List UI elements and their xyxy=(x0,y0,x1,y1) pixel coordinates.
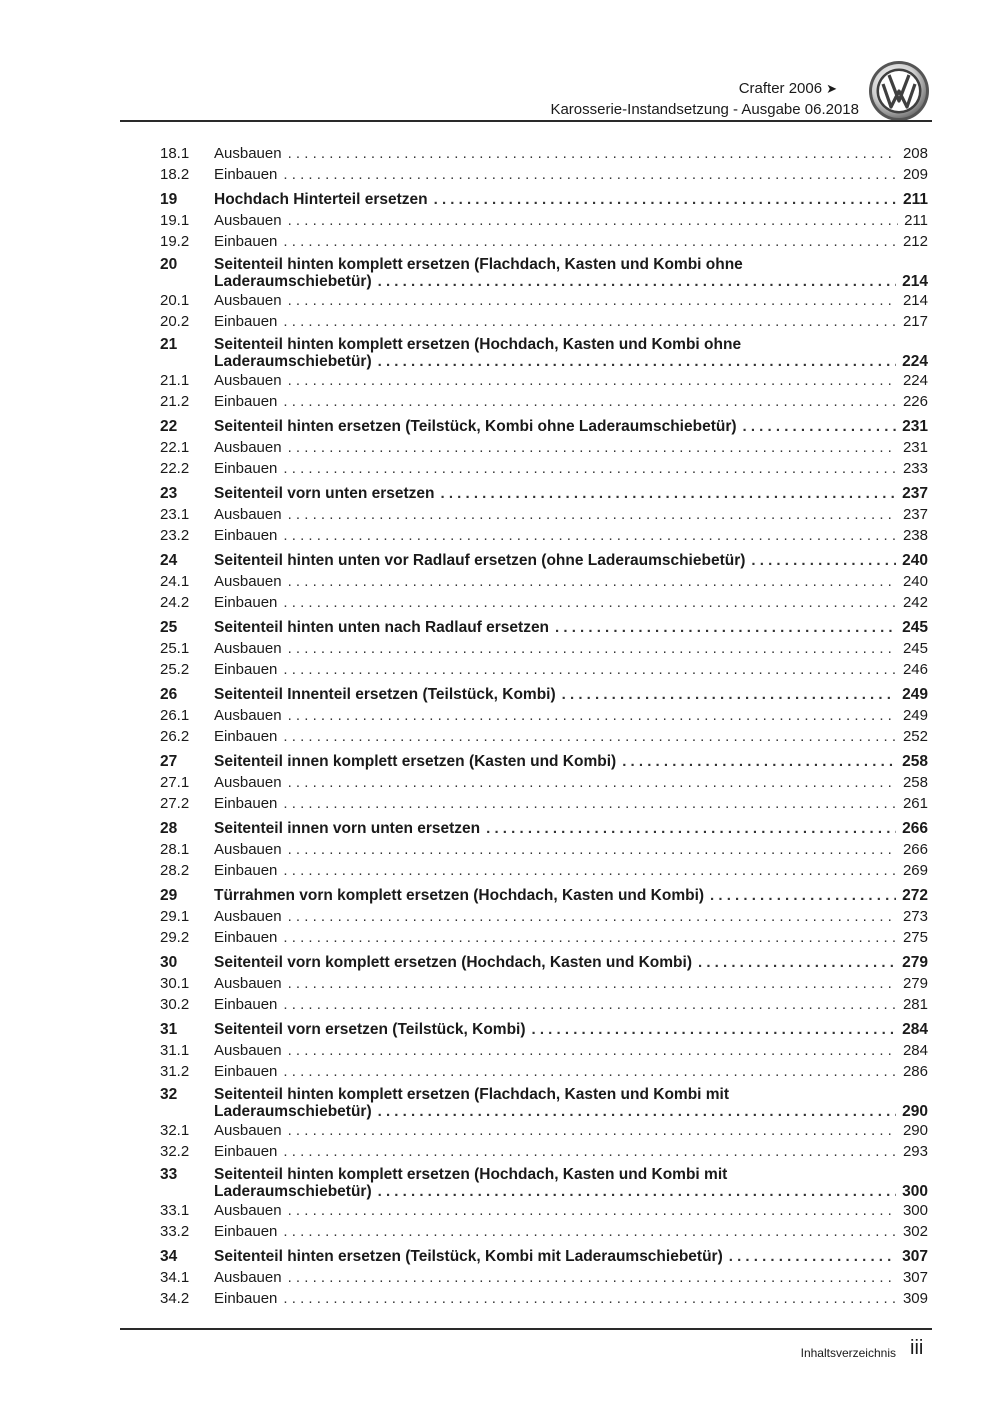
toc-number: 25.2 xyxy=(160,661,190,678)
toc-title: Einbauen xyxy=(214,728,278,745)
toc-leader-dots xyxy=(562,684,896,705)
toc-number: 31 xyxy=(160,1021,178,1038)
toc-page-number: 237 xyxy=(902,485,928,502)
toc-page-number: 212 xyxy=(902,233,928,250)
toc-entry[interactable] xyxy=(160,1200,928,1221)
toc-entry[interactable] xyxy=(160,1288,928,1309)
toc-title: Einbauen xyxy=(214,166,278,183)
toc-chapter[interactable] xyxy=(160,1246,928,1267)
toc-entry[interactable] xyxy=(160,391,928,412)
toc-number: 25.1 xyxy=(160,640,190,657)
toc-leader-dots xyxy=(729,1246,896,1267)
toc-title: Ausbauen xyxy=(214,841,282,858)
header-model xyxy=(739,80,837,98)
toc-title: Seitenteil hinten komplett ersetzen (Hochdach, Kasten und Kombi mit xyxy=(214,1166,728,1183)
toc-number: 34.1 xyxy=(160,1269,190,1286)
toc-title: Ausbauen xyxy=(214,439,282,456)
toc-title: Ausbauen xyxy=(214,372,282,389)
toc-page-number: 284 xyxy=(902,1021,928,1038)
toc-title: Ausbauen xyxy=(214,1269,282,1286)
toc-title: Einbauen xyxy=(214,393,278,410)
toc-page-number: 266 xyxy=(902,820,928,837)
toc-number: 23.2 xyxy=(160,527,190,544)
toc-title: Seitenteil hinten unten vor Radlauf ersetzen (ohne Laderaumschiebetür) xyxy=(214,552,746,569)
toc-number: 26 xyxy=(160,686,178,703)
toc-leader-dots xyxy=(288,772,897,793)
footer-section: Inhaltsverzeichnis xyxy=(800,1346,896,1360)
footer-page-number: iii xyxy=(910,1337,924,1359)
toc-entry[interactable] xyxy=(160,772,928,793)
toc-leader-dots xyxy=(283,726,897,747)
toc-page-number: 242 xyxy=(902,594,928,611)
toc-entry[interactable] xyxy=(160,143,928,164)
toc-leader-dots xyxy=(288,1040,897,1061)
toc-leader-dots xyxy=(283,458,897,479)
toc-number: 24.2 xyxy=(160,594,190,611)
toc-title: Einbauen xyxy=(214,460,278,477)
toc-title: Seitenteil hinten komplett ersetzen (Flachdach, Kasten und Kombi ohne xyxy=(214,256,743,273)
toc-chapter[interactable] xyxy=(160,1086,928,1120)
toc-entry[interactable] xyxy=(160,164,928,185)
footer-rule xyxy=(120,1328,932,1330)
toc-entry[interactable] xyxy=(160,705,928,726)
toc-title: Einbauen xyxy=(214,862,278,879)
toc-page-number: 214 xyxy=(902,292,928,309)
toc-leader-dots xyxy=(288,839,897,860)
toc-title: Ausbauen xyxy=(214,640,282,657)
toc-leader-dots xyxy=(378,353,896,370)
toc-entry[interactable] xyxy=(160,290,928,311)
header-rule xyxy=(120,120,932,122)
toc-page-number: 290 xyxy=(902,1122,928,1139)
toc-number: 31.2 xyxy=(160,1063,190,1080)
toc-title-continued: Laderaumschiebetür) xyxy=(214,273,372,290)
toc-entry[interactable] xyxy=(160,231,928,252)
toc-leader-dots xyxy=(555,617,896,638)
toc-chapter[interactable] xyxy=(160,885,928,906)
toc-number: 22.1 xyxy=(160,439,190,456)
toc-page-number: 261 xyxy=(902,795,928,812)
toc-chapter[interactable] xyxy=(160,189,928,210)
toc-leader-dots xyxy=(283,1061,897,1082)
toc-page-number: 290 xyxy=(902,1103,928,1120)
toc-entry[interactable] xyxy=(160,860,928,881)
toc-leader-dots xyxy=(288,1200,897,1221)
toc-entry[interactable] xyxy=(160,437,928,458)
toc-title: Ausbauen xyxy=(214,774,282,791)
toc-title: Ausbauen xyxy=(214,707,282,724)
toc-title: Einbauen xyxy=(214,527,278,544)
toc-chapter[interactable] xyxy=(160,684,928,705)
toc-leader-dots xyxy=(288,370,897,391)
toc-page-number: 252 xyxy=(902,728,928,745)
toc-page-number: 231 xyxy=(902,418,928,435)
toc-entry[interactable] xyxy=(160,659,928,680)
toc-number: 31.1 xyxy=(160,1042,190,1059)
toc-leader-dots xyxy=(283,793,897,814)
toc-leader-dots xyxy=(486,818,896,839)
toc-number: 25 xyxy=(160,619,178,636)
toc-chapter[interactable] xyxy=(160,1019,928,1040)
toc-title: Seitenteil hinten ersetzen (Teilstück, Kombi ohne Laderaumschiebetür) xyxy=(214,418,737,435)
toc-title: Seitenteil hinten komplett ersetzen (Hochdach, Kasten und Kombi ohne xyxy=(214,336,742,353)
toc-chapter[interactable] xyxy=(160,1166,928,1200)
toc-page-number: 224 xyxy=(902,372,928,389)
toc-leader-dots xyxy=(743,416,897,437)
toc-leader-dots xyxy=(288,290,897,311)
toc-chapter[interactable] xyxy=(160,336,928,370)
toc-number: 18.1 xyxy=(160,145,190,162)
toc-page-number: 281 xyxy=(902,996,928,1013)
toc-title: Seitenteil innen vorn unten ersetzen xyxy=(214,820,481,837)
toc-chapter[interactable] xyxy=(160,550,928,571)
toc-leader-dots xyxy=(441,483,897,504)
toc-number: 22 xyxy=(160,418,178,435)
toc-entry[interactable] xyxy=(160,370,928,391)
toc-leader-dots xyxy=(283,860,897,881)
toc-number: 30.2 xyxy=(160,996,190,1013)
toc-title-continued: Laderaumschiebetür) xyxy=(214,1103,372,1120)
toc-leader-dots xyxy=(378,1183,896,1200)
toc-page-number: 214 xyxy=(902,273,928,290)
toc-title: Seitenteil innen komplett ersetzen (Kasten und Kombi) xyxy=(214,753,617,770)
toc-number: 24 xyxy=(160,552,178,569)
vw-logo-icon xyxy=(868,60,930,122)
toc-page-number: 286 xyxy=(902,1063,928,1080)
toc-chapter[interactable] xyxy=(160,751,928,772)
toc-entry[interactable] xyxy=(160,1040,928,1061)
toc-title: Ausbauen xyxy=(214,908,282,925)
toc-number: 30 xyxy=(160,954,178,971)
toc-page-number: 307 xyxy=(902,1248,928,1265)
toc-number: 21.1 xyxy=(160,372,190,389)
toc-number: 26.2 xyxy=(160,728,190,745)
toc-chapter[interactable] xyxy=(160,617,928,638)
header-subtitle: Karosserie-Instandsetzung - Ausgabe 06.2018 xyxy=(550,101,859,118)
toc-page-number: 300 xyxy=(902,1202,928,1219)
toc-entry[interactable] xyxy=(160,525,928,546)
toc-page-number: 269 xyxy=(902,862,928,879)
toc-entry[interactable] xyxy=(160,994,928,1015)
toc-page-number: 284 xyxy=(902,1042,928,1059)
toc-entry[interactable] xyxy=(160,1221,928,1242)
toc-chapter[interactable] xyxy=(160,416,928,437)
toc-title: Hochdach Hinterteil ersetzen xyxy=(214,191,428,208)
toc-page-number: 249 xyxy=(902,686,928,703)
toc-entry[interactable] xyxy=(160,504,928,525)
toc-entry[interactable] xyxy=(160,1141,928,1162)
toc-title-continued: Laderaumschiebetür) xyxy=(214,1183,372,1200)
toc-title: Ausbauen xyxy=(214,573,282,590)
toc-leader-dots xyxy=(283,525,897,546)
toc-leader-dots xyxy=(751,550,896,571)
table-of-contents xyxy=(160,143,928,1309)
toc-page-number: 249 xyxy=(902,707,928,724)
toc-leader-dots xyxy=(288,437,897,458)
toc-entry[interactable] xyxy=(160,210,928,231)
toc-page-number: 279 xyxy=(902,975,928,992)
toc-page-number: 273 xyxy=(902,908,928,925)
toc-number: 19.1 xyxy=(160,212,190,229)
toc-number: 33.2 xyxy=(160,1223,190,1240)
toc-page-number: 231 xyxy=(902,439,928,456)
toc-title-continued: Laderaumschiebetür) xyxy=(214,353,372,370)
toc-page-number: 266 xyxy=(902,841,928,858)
toc-number: 23 xyxy=(160,485,178,502)
toc-number: 28.1 xyxy=(160,841,190,858)
toc-leader-dots xyxy=(283,927,897,948)
header-model-text: Crafter 2006 xyxy=(738,80,823,97)
toc-leader-dots xyxy=(378,1103,896,1120)
toc-title: Einbauen xyxy=(214,313,278,330)
toc-number: 22.2 xyxy=(160,460,190,477)
toc-title: Einbauen xyxy=(214,233,278,250)
toc-page-number: 272 xyxy=(902,887,928,904)
toc-number: 28.2 xyxy=(160,862,190,879)
toc-page-number: 240 xyxy=(902,573,928,590)
toc-number: 34 xyxy=(160,1248,178,1265)
toc-entry[interactable] xyxy=(160,1120,928,1141)
toc-entry[interactable] xyxy=(160,458,928,479)
toc-leader-dots xyxy=(622,751,896,772)
toc-leader-dots xyxy=(434,189,897,210)
toc-page-number: 211 xyxy=(902,191,928,208)
toc-number: 21 xyxy=(160,336,178,353)
toc-title: Ausbauen xyxy=(214,145,282,162)
toc-leader-dots xyxy=(378,273,896,290)
toc-title: Seitenteil vorn komplett ersetzen (Hochdach, Kasten und Kombi) xyxy=(214,954,692,971)
toc-number: 33.1 xyxy=(160,1202,190,1219)
toc-title: Einbauen xyxy=(214,996,278,1013)
toc-page-number: 279 xyxy=(902,954,928,971)
toc-entry[interactable] xyxy=(160,638,928,659)
toc-title: Ausbauen xyxy=(214,975,282,992)
toc-page-number: 293 xyxy=(902,1143,928,1160)
toc-title: Einbauen xyxy=(214,795,278,812)
toc-title: Ausbauen xyxy=(214,1042,282,1059)
toc-page-number: 245 xyxy=(902,619,928,636)
toc-leader-dots xyxy=(698,952,896,973)
toc-chapter[interactable] xyxy=(160,483,928,504)
toc-leader-dots xyxy=(283,391,897,412)
toc-leader-dots xyxy=(288,1120,897,1141)
toc-leader-dots xyxy=(288,143,897,164)
toc-page-number: 275 xyxy=(902,929,928,946)
toc-number: 26.1 xyxy=(160,707,190,724)
toc-leader-dots xyxy=(710,885,896,906)
toc-number: 27.2 xyxy=(160,795,190,812)
toc-entry[interactable] xyxy=(160,592,928,613)
toc-title: Einbauen xyxy=(214,1063,278,1080)
toc-number: 32.1 xyxy=(160,1122,190,1139)
toc-number: 27.1 xyxy=(160,774,190,791)
toc-title: Seitenteil vorn unten ersetzen xyxy=(214,485,435,502)
toc-entry[interactable] xyxy=(160,571,928,592)
toc-entry[interactable] xyxy=(160,906,928,927)
toc-number: 27 xyxy=(160,753,178,770)
toc-leader-dots xyxy=(288,504,897,525)
toc-number: 32 xyxy=(160,1086,178,1103)
toc-title: Seitenteil hinten unten nach Radlauf ersetzen xyxy=(214,619,550,636)
toc-number: 20 xyxy=(160,256,178,273)
toc-entry[interactable] xyxy=(160,1061,928,1082)
toc-leader-dots xyxy=(283,164,897,185)
toc-title: Ausbauen xyxy=(214,292,282,309)
toc-leader-dots xyxy=(283,1141,897,1162)
toc-leader-dots xyxy=(283,1288,897,1309)
toc-number: 18.2 xyxy=(160,166,190,183)
toc-number: 29 xyxy=(160,887,178,904)
toc-page-number: 258 xyxy=(902,753,928,770)
toc-leader-dots xyxy=(283,311,897,332)
toc-number: 29.2 xyxy=(160,929,190,946)
toc-entry[interactable] xyxy=(160,793,928,814)
toc-title: Einbauen xyxy=(214,594,278,611)
toc-number: 23.1 xyxy=(160,506,190,523)
toc-title: Seitenteil hinten ersetzen (Teilstück, Kombi mit Laderaumschiebetür) xyxy=(214,1248,723,1265)
toc-leader-dots xyxy=(283,994,897,1015)
toc-page-number: 209 xyxy=(902,166,928,183)
toc-title: Seitenteil hinten komplett ersetzen (Flachdach, Kasten und Kombi mit xyxy=(214,1086,730,1103)
toc-page-number: 226 xyxy=(902,393,928,410)
toc-page-number: 208 xyxy=(902,145,928,162)
toc-chapter[interactable] xyxy=(160,952,928,973)
toc-title: Einbauen xyxy=(214,1290,278,1307)
toc-chapter[interactable] xyxy=(160,818,928,839)
toc-number: 28 xyxy=(160,820,178,837)
arrow-right-icon: ➤ xyxy=(826,81,837,96)
toc-leader-dots xyxy=(283,592,897,613)
toc-page-number: 309 xyxy=(902,1290,928,1307)
toc-leader-dots xyxy=(288,906,897,927)
toc-page-number: 238 xyxy=(902,527,928,544)
toc-page-number: 224 xyxy=(902,353,928,370)
toc-page-number: 300 xyxy=(902,1183,928,1200)
toc-page-number: 211 xyxy=(904,212,928,229)
toc-number: 21.2 xyxy=(160,393,190,410)
toc-title: Ausbauen xyxy=(214,1122,282,1139)
toc-page-number: 246 xyxy=(902,661,928,678)
toc-chapter[interactable] xyxy=(160,256,928,290)
toc-entry[interactable] xyxy=(160,839,928,860)
toc-leader-dots xyxy=(283,1221,897,1242)
toc-page-number: 217 xyxy=(902,313,928,330)
toc-page-number: 237 xyxy=(902,506,928,523)
toc-number: 20.2 xyxy=(160,313,190,330)
toc-title: Ausbauen xyxy=(214,212,282,229)
toc-title: Einbauen xyxy=(214,1223,278,1240)
toc-page-number: 245 xyxy=(902,640,928,657)
toc-title: Ausbauen xyxy=(214,1202,282,1219)
toc-leader-dots xyxy=(288,638,897,659)
toc-leader-dots xyxy=(288,1267,897,1288)
toc-number: 20.1 xyxy=(160,292,190,309)
toc-title: Ausbauen xyxy=(214,506,282,523)
toc-entry[interactable] xyxy=(160,726,928,747)
toc-number: 33 xyxy=(160,1166,178,1183)
toc-leader-dots xyxy=(288,973,897,994)
toc-page-number: 258 xyxy=(902,774,928,791)
toc-leader-dots xyxy=(288,705,897,726)
toc-entry[interactable] xyxy=(160,973,928,994)
toc-page-number: 240 xyxy=(902,552,928,569)
toc-title: Türrahmen vorn komplett ersetzen (Hochdach, Kasten und Kombi) xyxy=(214,887,705,904)
toc-title: Einbauen xyxy=(214,1143,278,1160)
toc-number: 19 xyxy=(160,191,178,208)
toc-title: Seitenteil Innenteil ersetzen (Teilstück, Kombi) xyxy=(214,686,556,703)
toc-number: 30.1 xyxy=(160,975,190,992)
toc-title: Seitenteil vorn ersetzen (Teilstück, Kombi) xyxy=(214,1021,526,1038)
toc-entry[interactable] xyxy=(160,927,928,948)
toc-leader-dots xyxy=(532,1019,897,1040)
toc-number: 32.2 xyxy=(160,1143,190,1160)
toc-title: Einbauen xyxy=(214,661,278,678)
toc-entry[interactable] xyxy=(160,1267,928,1288)
toc-title: Einbauen xyxy=(214,929,278,946)
toc-number: 24.1 xyxy=(160,573,190,590)
toc-leader-dots xyxy=(288,210,899,231)
toc-leader-dots xyxy=(283,659,897,680)
toc-leader-dots xyxy=(283,231,897,252)
toc-entry[interactable] xyxy=(160,311,928,332)
toc-number: 29.1 xyxy=(160,908,190,925)
toc-page-number: 307 xyxy=(902,1269,928,1286)
toc-number: 19.2 xyxy=(160,233,190,250)
toc-leader-dots xyxy=(288,571,897,592)
toc-page-number: 233 xyxy=(902,460,928,477)
toc-page-number: 302 xyxy=(902,1223,928,1240)
toc-number: 34.2 xyxy=(160,1290,190,1307)
